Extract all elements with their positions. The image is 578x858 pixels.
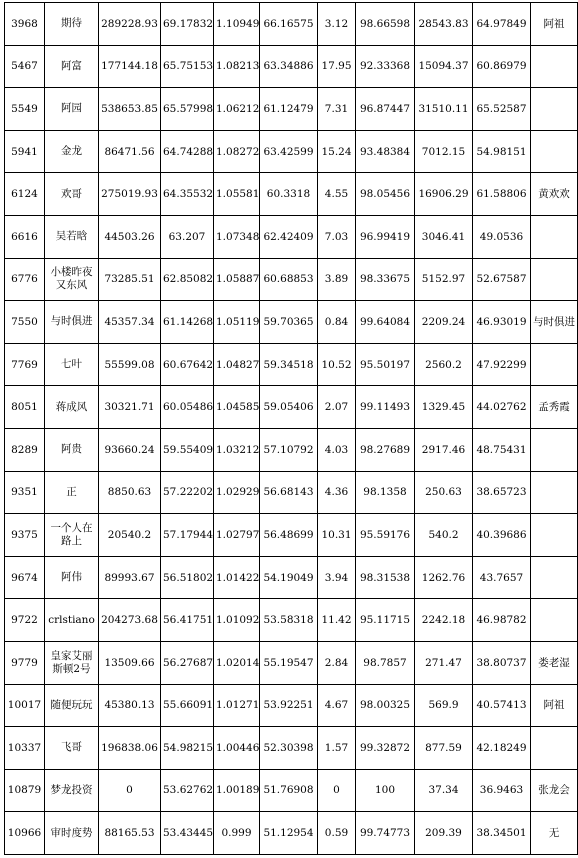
note-cell: 娄老湿 (531, 641, 578, 684)
name-cell: 随便玩玩 (45, 684, 99, 727)
index-cell: 51.76908 (260, 769, 318, 812)
note-cell: 无 (531, 812, 578, 855)
score-cell: 57.22202 (161, 471, 214, 514)
index-cell: 51.12954 (260, 812, 318, 855)
ratio-cell: 1.07348 (214, 215, 260, 258)
amount-cell: 3046.41 (415, 215, 473, 258)
index-cell: 63.42599 (260, 130, 318, 173)
ratio-cell: 1.02797 (214, 514, 260, 557)
metric-cell: 48.75431 (473, 428, 531, 471)
value-cell: 55599.08 (99, 343, 161, 386)
id-cell: 5941 (5, 130, 45, 173)
note-cell (531, 45, 578, 88)
percent-cell: 96.87447 (356, 88, 415, 131)
value-cell: 204273.68 (99, 599, 161, 642)
index-cell: 53.58318 (260, 599, 318, 642)
table-row (5, 301, 578, 344)
rate-cell: 0.59 (318, 812, 356, 855)
note-cell: 与时俱进 (531, 301, 578, 344)
score-cell: 65.75153 (161, 45, 214, 88)
amount-cell: 2242.18 (415, 599, 473, 642)
name-cell: 阿贵 (45, 428, 99, 471)
ratio-cell: 1.05119 (214, 301, 260, 344)
rate-cell: 10.31 (318, 514, 356, 557)
score-cell: 64.74288 (161, 130, 214, 173)
note-cell: 阿祖 (531, 684, 578, 727)
percent-cell: 98.00325 (356, 684, 415, 727)
value-cell: 89993.67 (99, 556, 161, 599)
note-cell: 孟秀霞 (531, 386, 578, 429)
note-cell (531, 514, 578, 557)
amount-cell: 209.39 (415, 812, 473, 855)
table-row (5, 130, 578, 173)
name-cell: 阿富 (45, 45, 99, 88)
percent-cell: 98.31538 (356, 556, 415, 599)
index-cell: 56.68143 (260, 471, 318, 514)
score-cell: 60.05486 (161, 386, 214, 429)
amount-cell: 569.9 (415, 684, 473, 727)
ratio-cell: 0.999 (214, 812, 260, 855)
percent-cell: 95.11715 (356, 599, 415, 642)
percent-cell: 95.50197 (356, 343, 415, 386)
value-cell: 538653.85 (99, 88, 161, 131)
id-cell: 7550 (5, 301, 45, 344)
rate-cell: 11.42 (318, 599, 356, 642)
name-cell: 期待 (45, 3, 99, 46)
id-cell: 9722 (5, 599, 45, 642)
value-cell: 8850.63 (99, 471, 161, 514)
amount-cell: 7012.15 (415, 130, 473, 173)
id-cell: 10337 (5, 727, 45, 770)
percent-cell: 95.59176 (356, 514, 415, 557)
percent-cell: 92.33368 (356, 45, 415, 88)
table-row (5, 215, 578, 258)
id-cell: 6124 (5, 173, 45, 216)
id-cell: 9674 (5, 556, 45, 599)
value-cell: 13509.66 (99, 641, 161, 684)
score-cell: 64.35532 (161, 173, 214, 216)
score-cell: 53.62762 (161, 769, 214, 812)
percent-cell: 96.99419 (356, 215, 415, 258)
index-cell: 52.30398 (260, 727, 318, 770)
name-cell: 吴若晗 (45, 215, 99, 258)
value-cell: 93660.24 (99, 428, 161, 471)
amount-cell: 37.34 (415, 769, 473, 812)
id-cell: 5549 (5, 88, 45, 131)
id-cell: 8051 (5, 386, 45, 429)
score-cell: 54.98215 (161, 727, 214, 770)
ratio-cell: 1.08213 (214, 45, 260, 88)
ratio-cell: 1.06212 (214, 88, 260, 131)
score-cell: 55.66091 (161, 684, 214, 727)
name-cell: 阿园 (45, 88, 99, 131)
percent-cell: 93.48384 (356, 130, 415, 173)
ratio-cell: 1.05887 (214, 258, 260, 301)
id-cell: 6616 (5, 215, 45, 258)
value-cell: 20540.2 (99, 514, 161, 557)
metric-cell: 38.65723 (473, 471, 531, 514)
note-cell: 黄欢欢 (531, 173, 578, 216)
table-row (5, 641, 578, 684)
metric-cell: 52.67587 (473, 258, 531, 301)
rate-cell: 0.84 (318, 301, 356, 344)
name-cell: 一个人在路上 (45, 514, 99, 557)
score-cell: 63.207 (161, 215, 214, 258)
percent-cell: 98.05456 (356, 173, 415, 216)
amount-cell: 16906.29 (415, 173, 473, 216)
ratio-cell: 1.03212 (214, 428, 260, 471)
metric-cell: 61.58806 (473, 173, 531, 216)
amount-cell: 877.59 (415, 727, 473, 770)
percent-cell: 100 (356, 769, 415, 812)
rate-cell: 4.36 (318, 471, 356, 514)
note-cell (531, 215, 578, 258)
rate-cell: 15.24 (318, 130, 356, 173)
note-cell (531, 88, 578, 131)
value-cell: 86471.56 (99, 130, 161, 173)
percent-cell: 99.11493 (356, 386, 415, 429)
index-cell: 55.19547 (260, 641, 318, 684)
index-cell: 61.12479 (260, 88, 318, 131)
percent-cell: 99.64084 (356, 301, 415, 344)
id-cell: 10017 (5, 684, 45, 727)
amount-cell: 31510.11 (415, 88, 473, 131)
amount-cell: 540.2 (415, 514, 473, 557)
note-cell: 阿祖 (531, 3, 578, 46)
ratio-cell: 1.02014 (214, 641, 260, 684)
score-cell: 56.51802 (161, 556, 214, 599)
metric-cell: 65.52587 (473, 88, 531, 131)
id-cell: 10879 (5, 769, 45, 812)
value-cell: 73285.51 (99, 258, 161, 301)
score-cell: 62.85082 (161, 258, 214, 301)
name-cell: 蒋成风 (45, 386, 99, 429)
amount-cell: 250.63 (415, 471, 473, 514)
score-cell: 69.17832 (161, 3, 214, 46)
amount-cell: 5152.97 (415, 258, 473, 301)
amount-cell: 2917.46 (415, 428, 473, 471)
rate-cell: 4.67 (318, 684, 356, 727)
id-cell: 8289 (5, 428, 45, 471)
id-cell: 3968 (5, 3, 45, 46)
metric-cell: 38.80737 (473, 641, 531, 684)
percent-cell: 98.1358 (356, 471, 415, 514)
ratio-cell: 1.10949 (214, 3, 260, 46)
ratio-cell: 1.00446 (214, 727, 260, 770)
table-row (5, 258, 578, 301)
id-cell: 9779 (5, 641, 45, 684)
amount-cell: 271.47 (415, 641, 473, 684)
score-cell: 56.41751 (161, 599, 214, 642)
value-cell: 0 (99, 769, 161, 812)
metric-cell: 64.97849 (473, 3, 531, 46)
table-row (5, 3, 578, 46)
metric-cell: 44.02762 (473, 386, 531, 429)
name-cell: 梦龙投资 (45, 769, 99, 812)
table-row (5, 471, 578, 514)
table-row (5, 45, 578, 88)
index-cell: 53.92251 (260, 684, 318, 727)
name-cell: 七叶 (45, 343, 99, 386)
name-cell: 皇家艾丽斯顿2号 (45, 641, 99, 684)
id-cell: 5467 (5, 45, 45, 88)
value-cell: 88165.53 (99, 812, 161, 855)
ratio-cell: 1.02929 (214, 471, 260, 514)
id-cell: 6776 (5, 258, 45, 301)
amount-cell: 1329.45 (415, 386, 473, 429)
score-cell: 56.27687 (161, 641, 214, 684)
metric-cell: 47.92299 (473, 343, 531, 386)
ratio-cell: 1.01271 (214, 684, 260, 727)
percent-cell: 98.27689 (356, 428, 415, 471)
metric-cell: 38.34501 (473, 812, 531, 855)
rate-cell: 3.94 (318, 556, 356, 599)
table-row (5, 173, 578, 216)
name-cell: 与时俱进 (45, 301, 99, 344)
ratio-cell: 1.04827 (214, 343, 260, 386)
amount-cell: 28543.83 (415, 3, 473, 46)
value-cell: 30321.71 (99, 386, 161, 429)
table-row (5, 599, 578, 642)
table-row (5, 727, 578, 770)
rate-cell: 17.95 (318, 45, 356, 88)
rate-cell: 4.55 (318, 173, 356, 216)
rate-cell: 7.31 (318, 88, 356, 131)
name-cell: 正 (45, 471, 99, 514)
id-cell: 7769 (5, 343, 45, 386)
rate-cell: 0 (318, 769, 356, 812)
ratio-cell: 1.01422 (214, 556, 260, 599)
rate-cell: 10.52 (318, 343, 356, 386)
score-cell: 53.43445 (161, 812, 214, 855)
value-cell: 177144.18 (99, 45, 161, 88)
index-cell: 60.3318 (260, 173, 318, 216)
percent-cell: 98.66598 (356, 3, 415, 46)
amount-cell: 15094.37 (415, 45, 473, 88)
metric-cell: 46.98782 (473, 599, 531, 642)
rate-cell: 7.03 (318, 215, 356, 258)
ratio-cell: 1.08272 (214, 130, 260, 173)
metric-cell: 42.18249 (473, 727, 531, 770)
rate-cell: 1.57 (318, 727, 356, 770)
percent-cell: 98.7857 (356, 641, 415, 684)
note-cell (531, 556, 578, 599)
metric-cell: 46.93019 (473, 301, 531, 344)
percent-cell: 99.32872 (356, 727, 415, 770)
id-cell: 9351 (5, 471, 45, 514)
table-body (5, 3, 578, 855)
index-cell: 63.34886 (260, 45, 318, 88)
metric-cell: 40.39686 (473, 514, 531, 557)
id-cell: 9375 (5, 514, 45, 557)
value-cell: 275019.93 (99, 173, 161, 216)
name-cell: 阿伟 (45, 556, 99, 599)
table-row (5, 514, 578, 557)
amount-cell: 1262.76 (415, 556, 473, 599)
rate-cell: 3.89 (318, 258, 356, 301)
value-cell: 196838.06 (99, 727, 161, 770)
table-row (5, 428, 578, 471)
rate-cell: 2.07 (318, 386, 356, 429)
amount-cell: 2560.2 (415, 343, 473, 386)
score-cell: 65.57998 (161, 88, 214, 131)
index-cell: 62.42409 (260, 215, 318, 258)
name-cell: 审时度势 (45, 812, 99, 855)
index-cell: 59.34518 (260, 343, 318, 386)
metric-cell: 49.0536 (473, 215, 531, 258)
table-row (5, 88, 578, 131)
index-cell: 57.10792 (260, 428, 318, 471)
name-cell: 小楼昨夜又东风 (45, 258, 99, 301)
table-row (5, 556, 578, 599)
name-cell: 欢哥 (45, 173, 99, 216)
rate-cell: 2.84 (318, 641, 356, 684)
metric-cell: 43.7657 (473, 556, 531, 599)
value-cell: 289228.93 (99, 3, 161, 46)
note-cell (531, 343, 578, 386)
rate-cell: 4.03 (318, 428, 356, 471)
index-cell: 56.48699 (260, 514, 318, 557)
ratio-cell: 1.00189 (214, 769, 260, 812)
value-cell: 45357.34 (99, 301, 161, 344)
table-row (5, 343, 578, 386)
score-cell: 57.17944 (161, 514, 214, 557)
index-cell: 59.70365 (260, 301, 318, 344)
index-cell: 59.05406 (260, 386, 318, 429)
percent-cell: 98.33675 (356, 258, 415, 301)
metric-cell: 36.9463 (473, 769, 531, 812)
note-cell (531, 258, 578, 301)
percent-cell: 99.74773 (356, 812, 415, 855)
table-row (5, 386, 578, 429)
name-cell: 飞哥 (45, 727, 99, 770)
note-cell (531, 599, 578, 642)
note-cell (531, 130, 578, 173)
index-cell: 66.16575 (260, 3, 318, 46)
value-cell: 44503.26 (99, 215, 161, 258)
table-row (5, 769, 578, 812)
index-cell: 54.19049 (260, 556, 318, 599)
metric-cell: 54.98151 (473, 130, 531, 173)
ratio-cell: 1.04585 (214, 386, 260, 429)
score-cell: 61.14268 (161, 301, 214, 344)
rate-cell: 3.12 (318, 3, 356, 46)
score-cell: 59.55409 (161, 428, 214, 471)
ratio-cell: 1.05581 (214, 173, 260, 216)
name-cell: 金龙 (45, 130, 99, 173)
score-cell: 60.67642 (161, 343, 214, 386)
table-row (5, 684, 578, 727)
note-cell: 张龙会 (531, 769, 578, 812)
name-cell: crlstiano (45, 599, 99, 642)
note-cell (531, 727, 578, 770)
table-row (5, 812, 578, 855)
data-table (4, 2, 578, 855)
amount-cell: 2209.24 (415, 301, 473, 344)
id-cell: 10966 (5, 812, 45, 855)
index-cell: 60.68853 (260, 258, 318, 301)
ratio-cell: 1.01092 (214, 599, 260, 642)
metric-cell: 40.57413 (473, 684, 531, 727)
value-cell: 45380.13 (99, 684, 161, 727)
note-cell (531, 471, 578, 514)
note-cell (531, 428, 578, 471)
metric-cell: 60.86979 (473, 45, 531, 88)
